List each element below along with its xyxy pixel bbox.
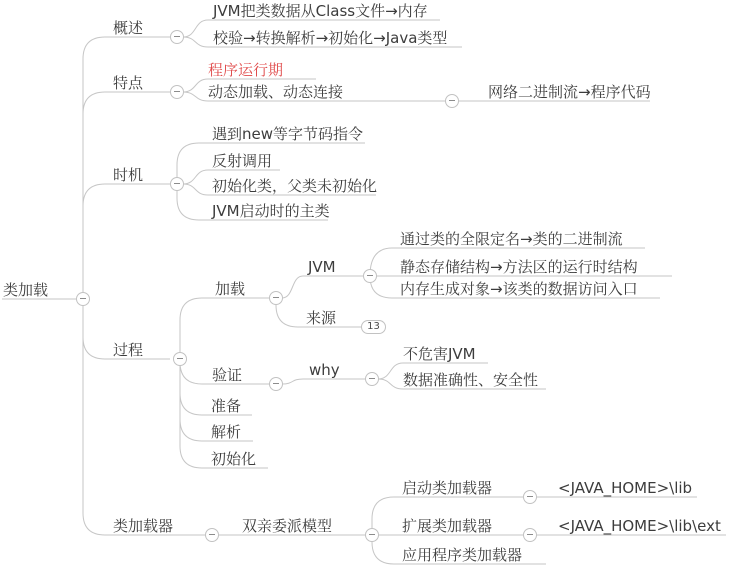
collapse-button-verification[interactable] xyxy=(269,377,283,391)
collapse-button-overview[interactable] xyxy=(170,30,184,44)
node-resolution[interactable]: 解析 xyxy=(211,423,242,441)
collapse-button-extension[interactable] xyxy=(523,528,537,542)
node-why[interactable]: why xyxy=(309,361,340,379)
collapse-button-classloader[interactable] xyxy=(205,528,219,542)
node-extension-path[interactable]: <JAVA_HOME>\lib\ext xyxy=(558,517,721,535)
node-classloader[interactable]: 类加载器 xyxy=(113,517,174,535)
node-root[interactable]: 类加载 xyxy=(3,281,49,299)
node-runtime-period[interactable]: 程序运行期 xyxy=(208,61,284,79)
node-features[interactable]: 特点 xyxy=(113,74,144,92)
link-root-timing xyxy=(83,184,170,206)
link-root-overview xyxy=(83,37,170,59)
node-delegation-model[interactable]: 双亲委派模型 xyxy=(242,517,333,535)
node-overview[interactable]: 概述 xyxy=(113,19,144,37)
node-init-parent[interactable]: 初始化类，父类未初始化 xyxy=(212,177,378,195)
collapse-button-why[interactable] xyxy=(365,372,379,386)
node-data-safety[interactable]: 数据准确性、安全性 xyxy=(403,371,539,389)
node-memory-object[interactable]: 内存生成对象→该类的数据访问入口 xyxy=(400,280,638,298)
node-reflection[interactable]: 反射调用 xyxy=(212,152,273,170)
node-bootstrap-path[interactable]: <JAVA_HOME>\lib xyxy=(558,479,693,497)
node-verification[interactable]: 验证 xyxy=(212,366,243,384)
node-network-stream[interactable]: 网络二进制流→程序代码 xyxy=(488,83,651,101)
collapse-button-jvm[interactable] xyxy=(363,269,377,283)
collapse-button-root[interactable] xyxy=(76,292,90,306)
node-initialization[interactable]: 初始化 xyxy=(211,450,257,468)
node-overview-definition[interactable]: JVM把类数据从Class文件→内存 xyxy=(213,2,428,20)
node-preparation[interactable]: 准备 xyxy=(211,397,242,415)
node-loading-jvm[interactable]: JVM xyxy=(308,258,336,276)
collapse-button-dynamic[interactable] xyxy=(445,94,459,108)
node-bootstrap-loader[interactable]: 启动类加载器 xyxy=(402,479,493,497)
collapsed-count-badge[interactable]: 13 xyxy=(361,320,386,334)
link-loading-jvm xyxy=(282,276,363,298)
node-extension-loader[interactable]: 扩展类加载器 xyxy=(402,517,493,535)
node-static-structure[interactable]: 静态存储结构→方法区的运行时结构 xyxy=(400,258,638,276)
node-dynamic-loading[interactable]: 动态加载、动态连接 xyxy=(208,83,344,101)
collapse-button-delegation[interactable] xyxy=(365,528,379,542)
node-bytecode-new[interactable]: 遇到new等字节码指令 xyxy=(212,125,364,143)
collapse-button-loading[interactable] xyxy=(269,291,283,305)
node-loading[interactable]: 加载 xyxy=(215,280,246,298)
node-overview-steps[interactable]: 校验→转换解析→初始化→Java类型 xyxy=(213,29,448,47)
collapse-button-timing[interactable] xyxy=(170,177,184,191)
node-binary-stream[interactable]: 通过类的全限定名→类的二进制流 xyxy=(400,230,623,248)
link-verification-why xyxy=(282,379,365,384)
node-application-loader[interactable]: 应用程序类加载器 xyxy=(402,546,523,564)
node-process[interactable]: 过程 xyxy=(113,341,144,359)
collapse-button-process[interactable] xyxy=(173,352,187,366)
node-timing[interactable]: 时机 xyxy=(113,166,144,184)
node-source[interactable]: 来源 xyxy=(306,309,337,327)
collapse-button-features[interactable] xyxy=(170,85,184,99)
node-no-harm[interactable]: 不危害JVM xyxy=(403,345,476,363)
node-jvm-main[interactable]: JVM启动时的主类 xyxy=(212,202,330,220)
collapse-button-bootstrap[interactable] xyxy=(523,490,537,504)
link-root-features xyxy=(83,92,170,114)
link-process-loading xyxy=(180,298,269,359)
